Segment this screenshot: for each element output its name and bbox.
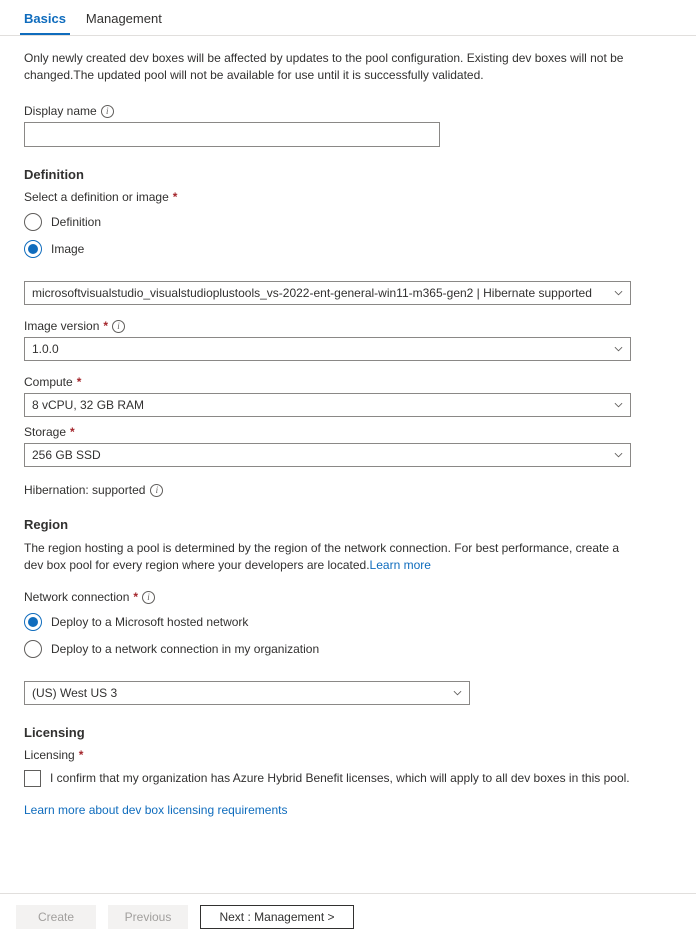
definition-select-label: Select a definition or image — [24, 190, 169, 204]
radio-microsoft-hosted-network-label: Deploy to a Microsoft hosted network — [51, 615, 249, 629]
storage-label-row — [24, 425, 672, 439]
radio-org-network-connection-label: Deploy to a network connection in my organization — [51, 642, 320, 656]
tab-management-label: Management — [85, 11, 162, 26]
licensing-label: Licensing — [24, 748, 75, 762]
image-version-required: * — [103, 319, 109, 333]
network-connection-label: Network connection — [24, 590, 130, 604]
radio-definition-circle[interactable] — [24, 213, 42, 231]
image-version-select[interactable] — [24, 337, 631, 361]
compute-select[interactable] — [24, 393, 631, 417]
chevron-down-icon — [614, 289, 623, 298]
image-version-label-row — [24, 319, 672, 333]
network-connection-required: * — [133, 590, 139, 604]
licensing-required: * — [78, 748, 84, 762]
display-name-label-row — [24, 104, 672, 118]
info-icon[interactable]: i — [142, 591, 155, 604]
display-name-label: Display name — [24, 104, 97, 118]
hibernation-status — [24, 483, 672, 497]
compute-label: Compute — [24, 375, 73, 389]
chevron-down-icon — [614, 451, 623, 460]
tab-bar — [0, 0, 696, 36]
radio-definition[interactable] — [24, 213, 672, 231]
form-footer — [0, 893, 696, 940]
chevron-down-icon — [453, 689, 462, 698]
display-name-input[interactable] — [24, 122, 440, 147]
form-content — [0, 36, 696, 892]
info-icon[interactable]: i — [150, 484, 163, 497]
compute-required: * — [76, 375, 82, 389]
image-version-value: 1.0.0 — [32, 342, 59, 356]
create-button[interactable]: Create — [16, 905, 96, 929]
radio-definition-label: Definition — [51, 215, 102, 229]
storage-label: Storage — [24, 425, 67, 439]
hybrid-benefit-checkbox-label: I confirm that my organization has Azure Hybrid Benefit licenses, which will apply to all dev boxes in this pool. — [50, 771, 630, 785]
compute-value: 8 vCPU, 32 GB RAM — [32, 398, 145, 412]
info-icon[interactable]: i — [101, 105, 114, 118]
image-select-value: microsoftvisualstudio_visualstudioplustools_vs-2022-ent-general-win11-m365-gen2 | Hibernate supported — [32, 286, 592, 300]
chevron-down-icon — [614, 401, 623, 410]
image-version-label: Image version — [24, 319, 100, 333]
storage-value: 256 GB SSD — [32, 448, 101, 462]
tab-basics-label: Basics — [24, 11, 66, 26]
radio-microsoft-hosted-network[interactable] — [24, 613, 672, 631]
network-connection-label-row — [24, 590, 672, 604]
region-description — [24, 540, 630, 574]
radio-org-network-connection[interactable] — [24, 640, 672, 658]
previous-button[interactable]: Previous — [108, 905, 188, 929]
tab-management[interactable] — [76, 5, 172, 35]
tab-basics[interactable] — [14, 5, 76, 35]
licensing-label-row — [24, 748, 672, 762]
hibernation-text: Hibernation: supported — [24, 483, 146, 497]
hybrid-benefit-confirm-row[interactable] — [24, 770, 672, 787]
required-marker: * — [172, 190, 178, 204]
radio-image[interactable] — [24, 240, 672, 258]
image-select[interactable] — [24, 281, 631, 305]
next-management-button[interactable]: Next : Management > — [200, 905, 354, 929]
compute-label-row — [24, 375, 672, 389]
region-heading: Region — [24, 517, 69, 532]
region-description-text: The region hosting a pool is determined by the region of the network connection. For best performance, create a dev box pool for every region where your developers are located. — [24, 541, 620, 572]
hybrid-benefit-checkbox[interactable] — [24, 770, 41, 787]
region-select[interactable] — [24, 681, 470, 705]
radio-microsoft-hosted-network-circle[interactable] — [24, 613, 42, 631]
info-icon[interactable]: i — [112, 320, 125, 333]
region-select-value: (US) West US 3 — [32, 686, 118, 700]
radio-image-circle[interactable] — [24, 240, 42, 258]
chevron-down-icon — [614, 345, 623, 354]
storage-select[interactable] — [24, 443, 631, 467]
region-learn-more-link[interactable]: Learn more — [369, 558, 431, 572]
radio-org-network-connection-circle[interactable] — [24, 640, 42, 658]
definition-select-label-row — [24, 190, 672, 204]
radio-image-label: Image — [51, 242, 85, 256]
licensing-requirements-link[interactable]: Learn more about dev box licensing requirements — [24, 803, 288, 817]
definition-heading: Definition — [24, 167, 84, 182]
pool-update-notice: Only newly created dev boxes will be affected by updates to the pool configuration. Existing dev boxes will not be changed.The updated pool will not be available for use until it is successfully validated. — [24, 51, 624, 82]
storage-required: * — [70, 425, 75, 439]
licensing-heading: Licensing — [24, 725, 85, 740]
